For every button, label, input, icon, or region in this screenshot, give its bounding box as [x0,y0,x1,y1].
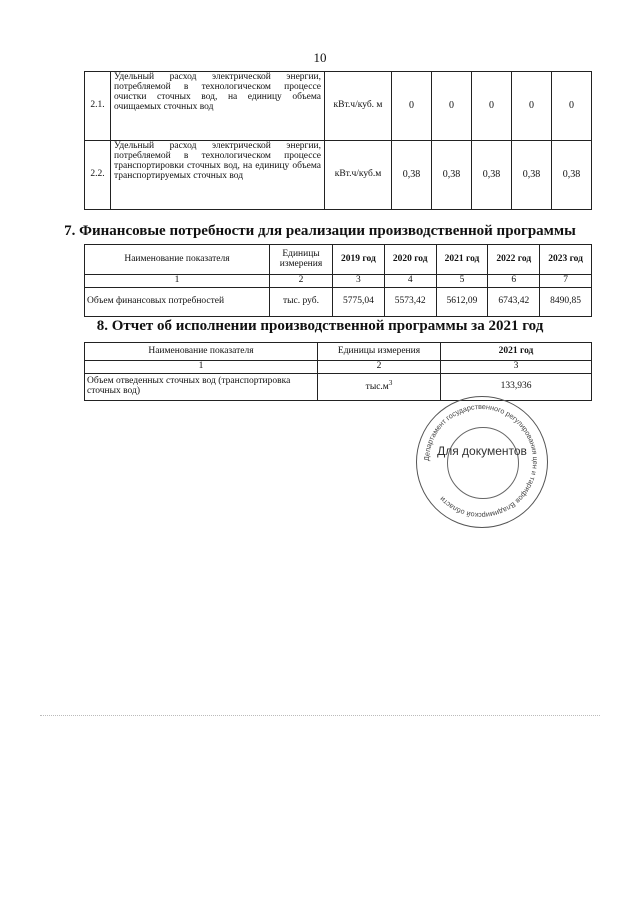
index-cell: 4 [384,275,436,288]
section-7-title: 7. Финансовые потребности для реализации производственной программы [64,223,576,239]
page-number: 10 [313,50,327,65]
row-number: 2.2. [85,141,111,210]
row-unit: тыс. руб. [270,288,333,317]
row-value: 0,38 [432,141,472,210]
header-name: Наименование показателя [85,245,270,275]
program-report-table [84,342,592,401]
row-value: 5573,42 [384,288,436,317]
table-row [85,141,592,210]
unit-superscript: 3 [388,379,393,388]
index-cell: 2 [318,361,441,374]
row-name: Объем отведенных сточных вод (транспортировка сточных вод) [85,374,318,401]
row-value: 0 [432,72,472,141]
header-unit: Единицы измерения [270,245,333,275]
row-value: 133,936 [441,374,592,401]
table-header-row [85,245,592,275]
stamp-ring-label: Департамент государственного регулирования цен и тарифов Владимирской области [421,401,541,521]
table-row [85,288,592,317]
index-cell: 3 [441,361,592,374]
row-value: 0 [392,72,432,141]
unit-base: тыс.м [365,382,389,393]
row-value: 5775,04 [333,288,385,317]
svg-text:Департамент государственного р [422,402,540,520]
stamp-center-text: Для документов [437,444,527,458]
header-year: 2022 год [488,245,540,275]
table-row [85,72,592,141]
header-year: 2023 год [540,245,592,275]
index-row [85,361,592,374]
row-value: 0 [552,72,592,141]
energy-consumption-table [84,71,592,210]
row-number: 2.1. [85,72,111,141]
index-cell: 1 [85,361,318,374]
index-cell: 5 [436,275,488,288]
row-value: 0,38 [512,141,552,210]
header-year: 2020 год [384,245,436,275]
row-value: 5612,09 [436,288,488,317]
header-year: 2019 год [333,245,385,275]
row-value: 0 [472,72,512,141]
row-description: Удельный расход электрической энергии, потребляемой в технологическом процессе очистки сточных вод, на единицу объема очищаемых сточных вод [111,72,325,141]
index-cell: 6 [488,275,540,288]
section-8-title: 8. Отчет об исполнении производственной программы за 2021 год [96,318,544,334]
row-value: 8490,85 [540,288,592,317]
index-cell: 3 [333,275,385,288]
index-row [85,275,592,288]
header-name: Наименование показателя [85,343,318,361]
index-cell: 1 [85,275,270,288]
row-unit: кВт.ч/куб. м [325,72,392,141]
row-value: 0,38 [552,141,592,210]
table-header-row [85,343,592,361]
index-cell: 2 [270,275,333,288]
header-year: 2021 год [441,343,592,361]
financial-needs-table [84,244,592,317]
row-value: 6743,42 [488,288,540,317]
scan-artifact-line [40,715,600,716]
stamp-ring-text [416,396,546,526]
row-value: 0,38 [472,141,512,210]
row-name: Объем финансовых потребностей [85,288,270,317]
row-description: Удельный расход электрической энергии, потребляемой в технологическом процессе транспортировки сточных вод, на единицу объема транспортируемых сточных вод [111,141,325,210]
row-value: 0 [512,72,552,141]
index-cell: 7 [540,275,592,288]
row-value: 0,38 [392,141,432,210]
header-unit: Единицы измерения [318,343,441,361]
header-year: 2021 год [436,245,488,275]
row-unit: кВт.ч/куб.м [325,141,392,210]
